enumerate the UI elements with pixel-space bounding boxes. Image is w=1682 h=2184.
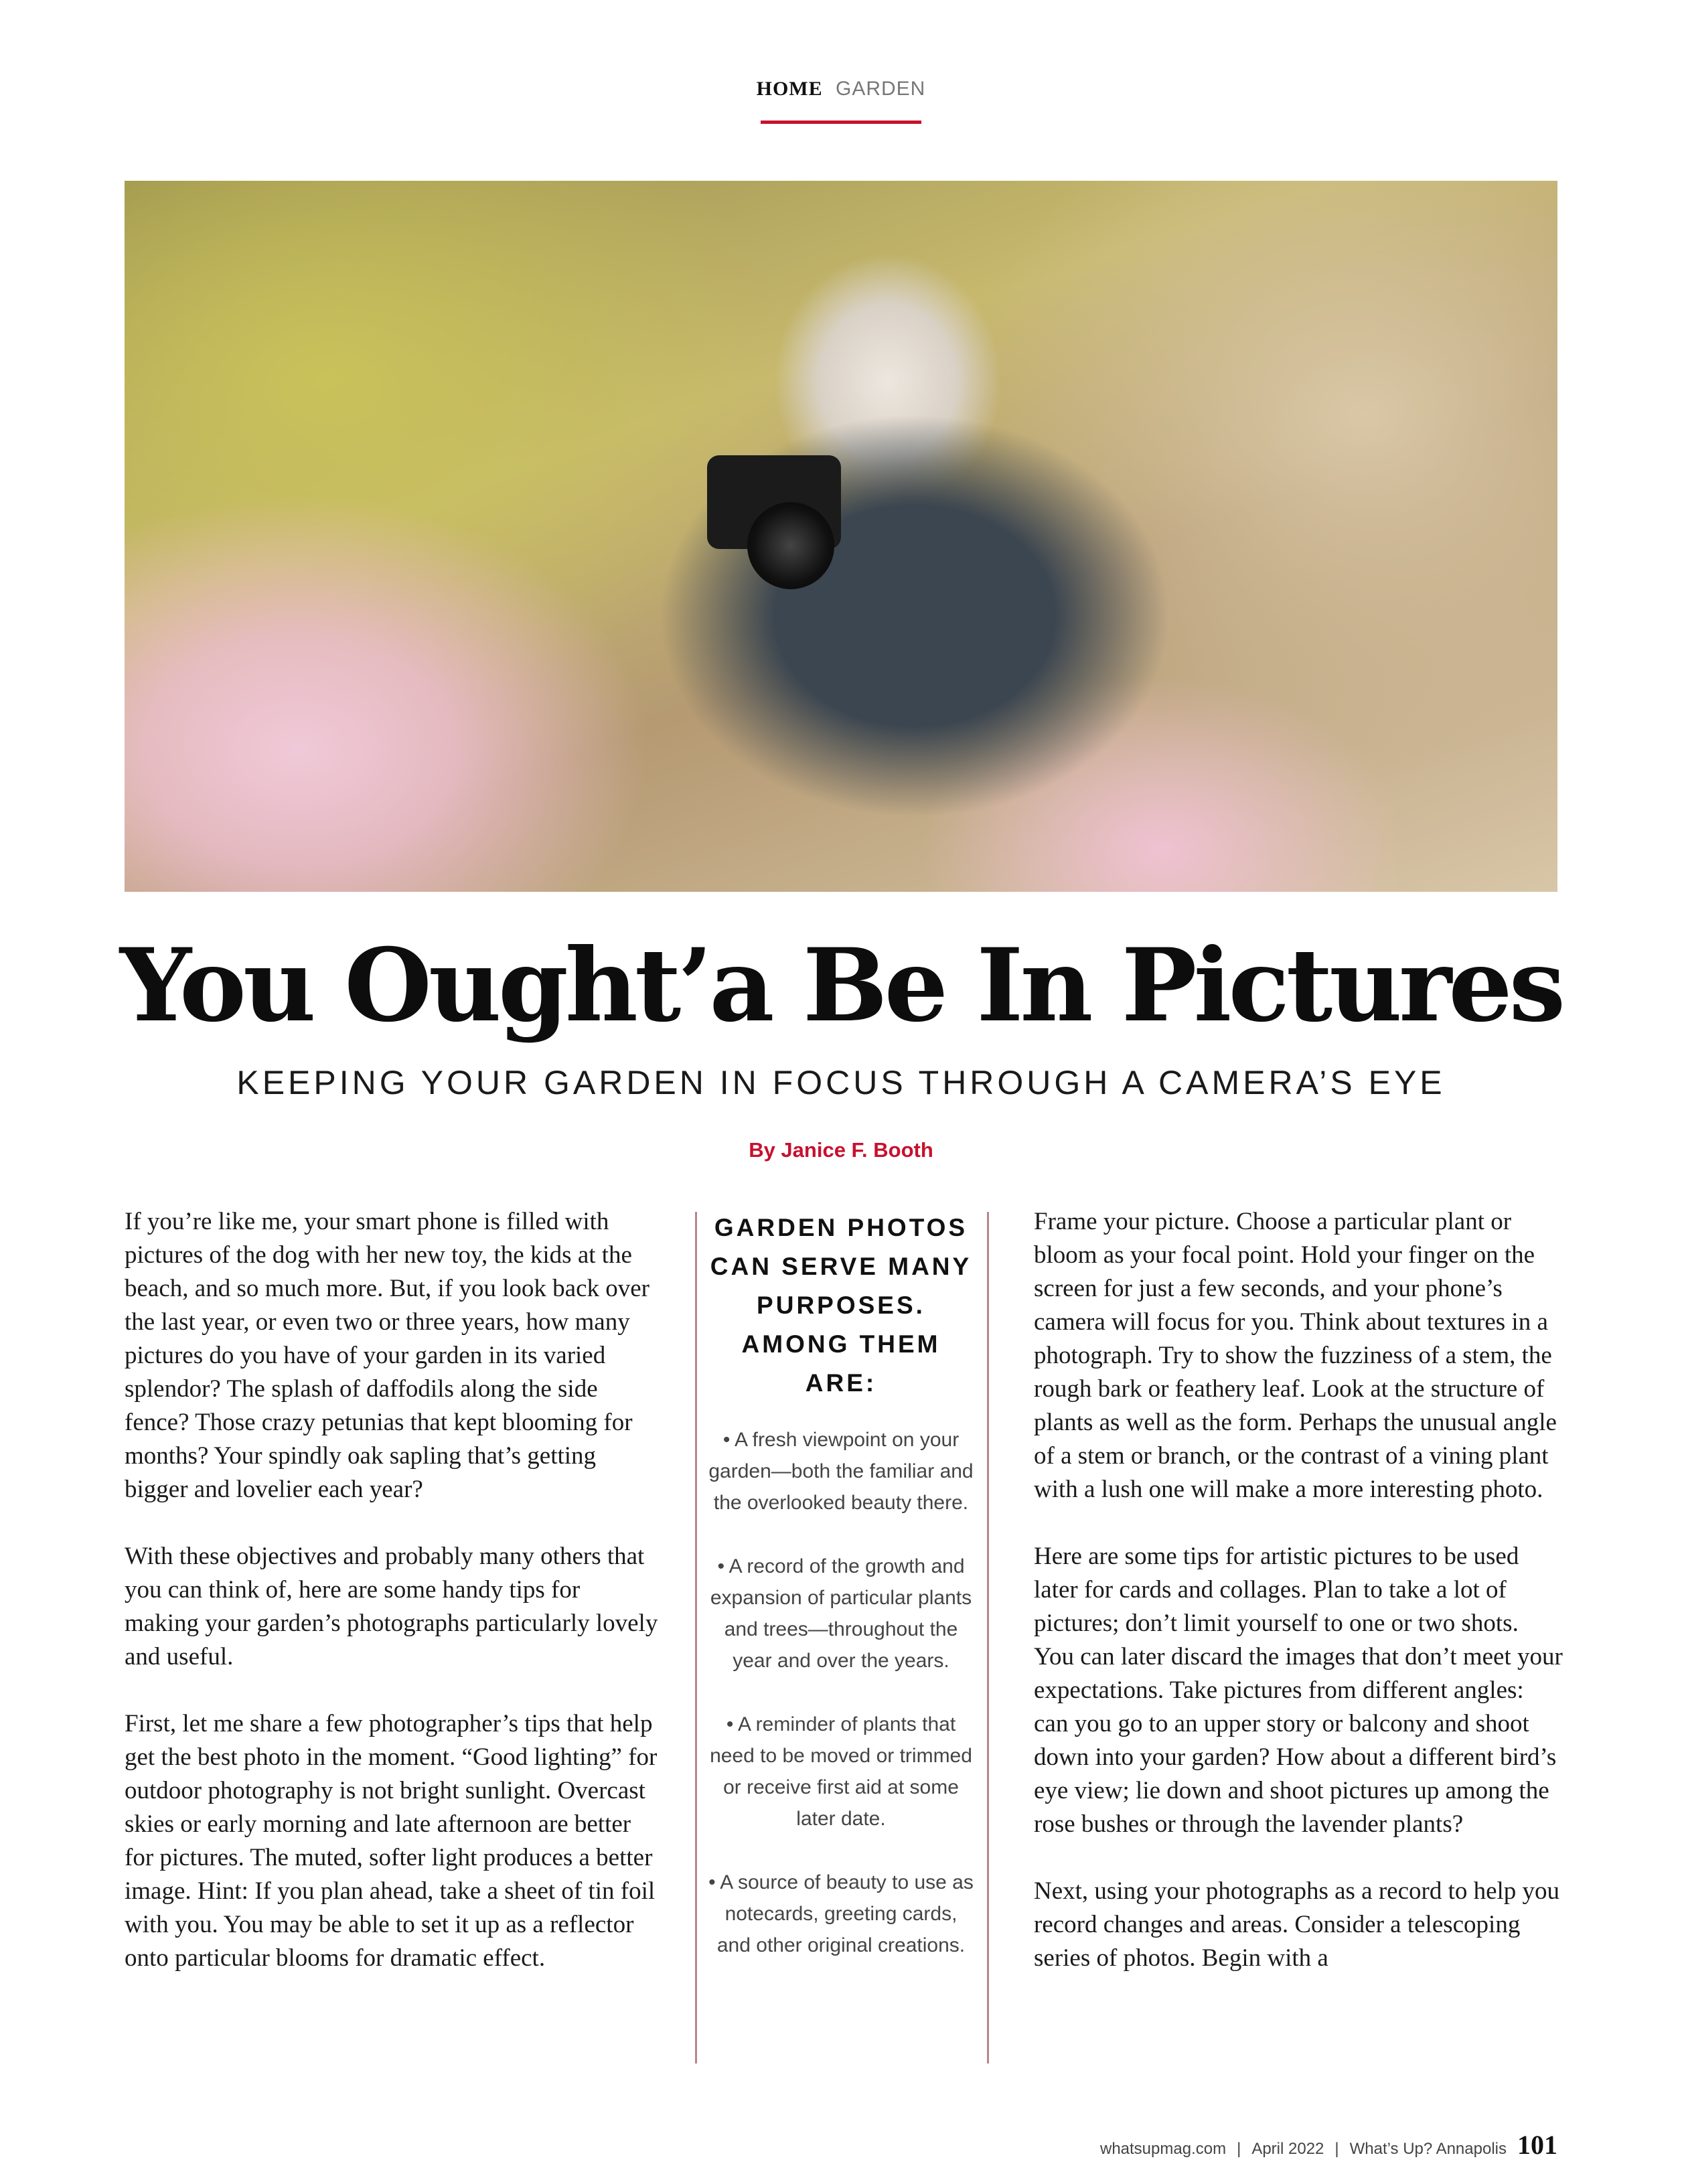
- left-column: [125, 1205, 660, 2009]
- page-footer: [1100, 2129, 1557, 2161]
- footer-separator: |: [1334, 2140, 1339, 2158]
- body-paragraph: Frame your picture. Choose a particular plant or bloom as your focal point. Hold your finger on the screen for just a few seconds, and your phone’s camera will focus for you. Think about textures in a photograph. Try to show the fuzziness of a stem, the rough bark or feathery leaf. Look at the structure of plants as well as the form. Perhaps the unusual angle of a stem or branch, or the contrast of a vining plant with a lush one will make a more interesting photo.: [1034, 1208, 1557, 1503]
- body-paragraph: Next, using your photographs as a record to help you record changes and areas. Consider a telescoping series of photos. Begin with a: [1034, 1877, 1560, 1972]
- section-primary: HOME: [756, 78, 823, 100]
- right-column: [1034, 1205, 1563, 2009]
- section-label: [0, 78, 1682, 100]
- article-byline: By Janice F. Booth: [749, 1138, 933, 1162]
- hero-photo: [125, 181, 1557, 892]
- section-secondary: GARDEN: [835, 78, 926, 100]
- sidebar-item: • A reminder of plants that need to be moved or trimmed or receive first aid at some later date.: [710, 1713, 972, 1830]
- body-paragraph: Here are some tips for artistic pictures to be used later for cards and collages. Plan to take a lot of pictures; don’t limit yourself to one or two shots. You can later discard the images that don’t meet your expectations. Take pictures from different angles: can you go to an upper story or balcony and shoot down into your garden? How about a different bird’s eye view; lie down and shoot pictures up among the rose bushes or through the lavender plants?: [1034, 1543, 1563, 1838]
- sidebar-item: • A fresh viewpoint on your garden—both the familiar and the overlooked beauty there.: [708, 1429, 974, 1514]
- sidebar-item: • A record of the growth and expansion of particular plants and trees—throughout the year and over the years.: [710, 1555, 972, 1672]
- section-underline: [761, 121, 921, 124]
- footer-separator: |: [1237, 2140, 1241, 2158]
- footer-date: April 2022: [1251, 2140, 1324, 2158]
- footer-publication: What’s Up? Annapolis: [1349, 2140, 1507, 2158]
- footer-site: whatsupmag.com: [1099, 2140, 1227, 2158]
- camera-lens: [747, 502, 834, 589]
- article-title: You Ought’a Be In Pictures: [119, 927, 1563, 1044]
- body-paragraph: With these objectives and probably many others that you can think of, here are some handy tips for making your garden’s photographs particularly lovely and useful.: [125, 1543, 658, 1670]
- body-paragraph: If you’re like me, your smart phone is filled with pictures of the dog with her new toy, the kids at the beach, and so much more. But, if you look back over the last year, or even two or three years, how many pictures do you have of your garden in its varied splendor? The splash of daffodils along the side fence? Those crazy petunias that kept blooming for months? Your spindly oak sapling that’s getting bigger and lovelier each year?: [125, 1208, 649, 1503]
- sidebar-heading: GARDEN PHOTOS CAN SERVE MANY PURPOSES. AMONG THEM ARE:: [710, 1214, 972, 1397]
- sidebar: [708, 1208, 974, 1993]
- sidebar-item: • A source of beauty to use as notecards, greeting cards, and other original creations.: [708, 1871, 974, 1956]
- page-number: 101: [1517, 2130, 1557, 2160]
- article-subtitle: KEEPING YOUR GARDEN IN FOCUS THROUGH A CAMERA’S EYE: [236, 1064, 1446, 1101]
- body-paragraph: First, let me share a few photographer’s tips that help get the best photo in the moment. “Good lighting” for outdoor photography is not bright sunlight. Overcast skies or early morning and late afternoon are better for pictures. The muted, softer light produces a better image. Hint: If you plan ahead, take a sheet of tin foil with you. You may be able to set it up as a reflector onto particular blooms for dramatic effect.: [125, 1710, 658, 1972]
- sidebar-divider-right: [987, 1212, 989, 2063]
- sidebar-divider-left: [695, 1212, 697, 2063]
